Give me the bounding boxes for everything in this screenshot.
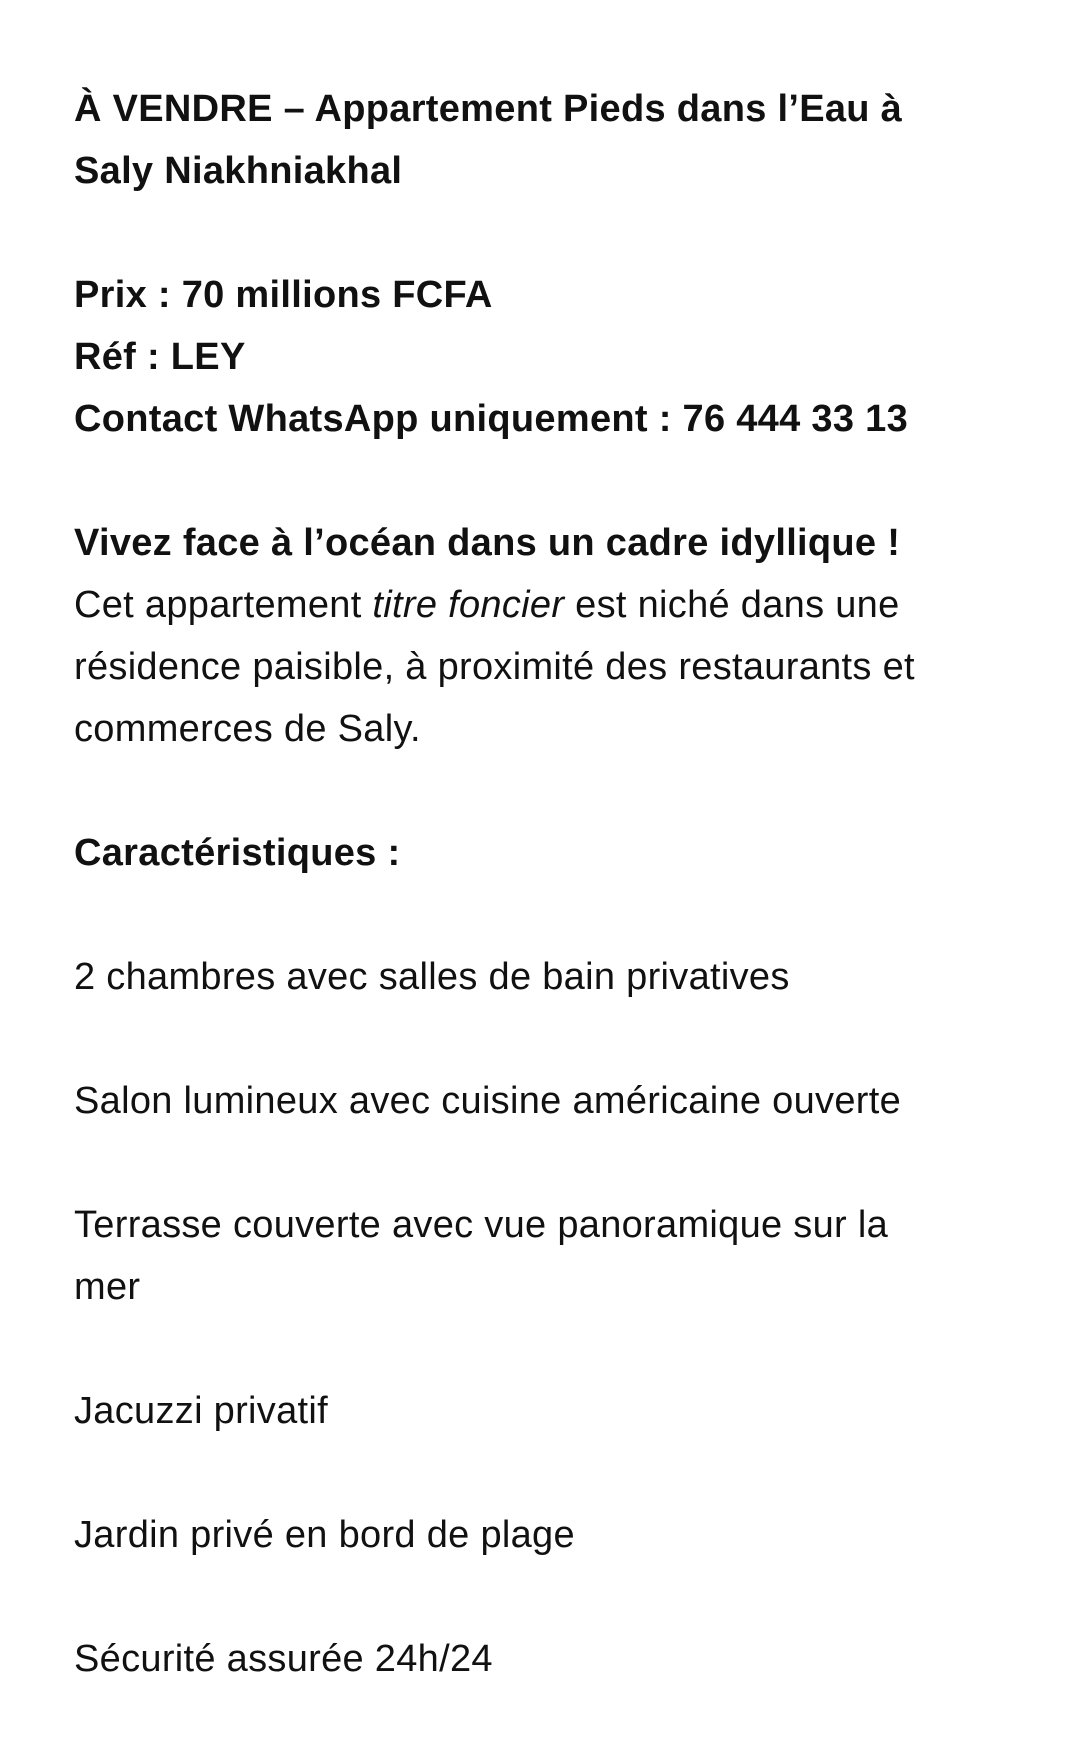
reference-text: Réf : LEY [74, 336, 246, 378]
description-line-3: commerces de Saly. [74, 708, 421, 750]
feature-item: Sécurité assurée 24h/24 [74, 1638, 493, 1680]
description-line-1-start: Cet appartement [74, 584, 373, 626]
price-text: Prix : 70 millions FCFA [74, 274, 493, 316]
listing-title-line-2: Saly Niakhniakhal [74, 150, 403, 192]
description-line-1-end: est niché dans une [564, 584, 900, 626]
feature-item: Salon lumineux avec cuisine américaine ouverte [74, 1080, 902, 1122]
feature-item-continuation: mer [74, 1266, 141, 1308]
features-heading: Caractéristiques : [74, 832, 401, 874]
description-line-1 [74, 574, 1040, 636]
listing-title-line-1: À VENDRE – Appartement Pieds dans l’Eau à [74, 88, 903, 130]
tagline-text: Vivez face à l’océan dans un cadre idyllique ! [74, 522, 901, 564]
contact-text: Contact WhatsApp uniquement : 76 444 33 13 [74, 398, 908, 440]
feature-item: Jardin privé en bord de plage [74, 1514, 575, 1556]
description-line-2: résidence paisible, à proximité des restaurants et [74, 646, 915, 688]
feature-item: Terrasse couverte avec vue panoramique sur la [74, 1204, 889, 1246]
feature-item: Jacuzzi privatif [74, 1390, 328, 1432]
feature-item: 2 chambres avec salles de bain privatives [74, 956, 790, 998]
description-line-1-italic: titre foncier [372, 584, 565, 626]
